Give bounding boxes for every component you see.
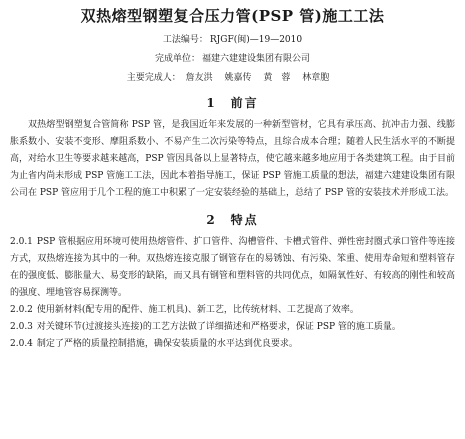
clause-text: 对关键环节(过渡接头连接)的工艺方法做了详细描述和严格要求，保证 PSP 管的施工质量。 xyxy=(36,322,401,332)
feature-clause xyxy=(10,336,455,353)
method-code-label: 工法编号： xyxy=(162,35,208,45)
clause-text: PSP 管根据应用环境可使用热熔管件、扩口管件、沟槽管件、卡槽式管件、弹性密封圈式承口管件等连接方式，双热熔连接为其中的一种。双热熔连接克服了钢管存在的易锈蚀、有污染、笨重、使用寿命短和塑料管存在的强度低、膨胀量大、易变形的缺陷，而又具有钢管和塑料管的共同优点，如隔氧性好、有较高的刚性和较高的强度、埋地管容易探测等。 xyxy=(10,237,455,298)
main-authors xyxy=(10,72,455,85)
completing-unit-label: 完成单位： xyxy=(154,54,200,64)
author-name: 黄 蓉 xyxy=(263,73,291,83)
section-heading-preface xyxy=(10,95,455,111)
section-heading-features xyxy=(10,212,455,228)
feature-clause xyxy=(10,319,455,336)
author-name: 林章胞 xyxy=(302,73,330,83)
section-title: 前言 xyxy=(230,96,259,110)
document-title: 双热熔型钢塑复合压力管(PSP 管)施工工法 xyxy=(80,7,385,25)
clause-text: 使用新材料(配专用的配件、施工机具)、新工艺，比传统材料、工艺提高了效率。 xyxy=(36,305,359,315)
feature-clause xyxy=(10,302,455,319)
clause-number: 2.0.3 xyxy=(10,322,33,332)
completing-unit-value: 福建六建建设集团有限公司 xyxy=(202,54,311,64)
clause-number: 2.0.4 xyxy=(10,339,33,349)
clause-number: 2.0.1 xyxy=(10,237,33,247)
section-number: 1 xyxy=(206,96,217,110)
section-number: 2 xyxy=(206,213,217,227)
clause-number: 2.0.2 xyxy=(10,305,33,315)
completing-unit xyxy=(10,53,455,66)
preface-paragraph: 双热熔型钢塑复合管简称 PSP 管，是我国近年来发展的一种新型管材，它具有承压高、抗冲击力强、线膨胀系数小、安装不变形、摩阻系数小、不易产生二次污染等特点，且综合成本合理；随着人民生活水平的不断提高，对给水卫生等要求越来越高，PSP 管因具备以上显著特点，使它越来越多地应用于各类建筑工程。由于目前为止省内尚未形成 PSP 管施工工法，因此本着指导施工，保证 PSP 管施工质量的想法，福建六建建设集团有限公司在 PSP 管应用于几个工程的施工中积累了一定安装经验的基础上，总结了 PSP 管的安装技术并形成工法。 xyxy=(10,120,455,198)
author-name: 詹友洪 xyxy=(185,73,213,83)
section-title: 特点 xyxy=(230,213,259,227)
main-authors-label: 主要完成人： xyxy=(126,73,181,83)
method-code xyxy=(10,34,455,47)
method-code-value: RJGF(闽)—19—2010 xyxy=(209,35,303,45)
feature-clause xyxy=(10,234,455,302)
clause-text: 制定了严格的质量控制措施，确保安装质量的水平达到优良要求。 xyxy=(36,339,298,349)
author-name: 姚嘉传 xyxy=(224,73,252,83)
